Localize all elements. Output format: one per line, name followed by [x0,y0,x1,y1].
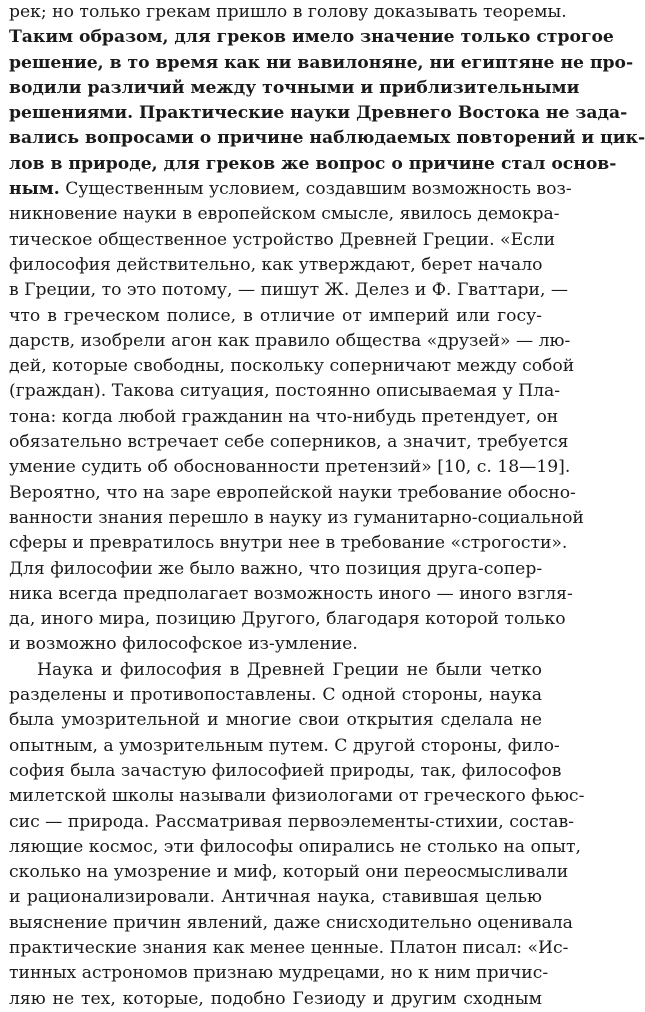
text-line [9,481,576,506]
text-run: ляю не тех, которые, подобно Гезиоду и другим сходным [9,988,542,1009]
text-run: сколько на умозрение и миф, который они переосмысливали [9,862,569,883]
text-run: выяснение причин явлений, даже снисходительно оценивала [9,912,573,933]
text-line [9,607,566,632]
text-run: никновение науки в европейском смысле, явилось демокра- [9,204,560,225]
text-line [9,76,580,101]
text-line [9,228,556,253]
text-line [9,784,585,809]
text-line [9,126,645,151]
text-line [9,430,569,455]
text-run: тона: когда любой гражданин на что-нибудь претендует, он [9,406,559,427]
text-line [9,51,634,76]
text-run: обязательно встречает себе соперников, а значит, требуется [9,432,569,453]
text-line [9,885,542,910]
text-run: философия действительно, как утверждают, берет начало [9,254,543,275]
text-line [9,708,542,733]
text-line [9,25,614,50]
text-run: рек; но только грекам пришло в голову доказывать теоремы. [9,2,567,22]
text-line [9,405,559,430]
text-line [9,936,569,961]
text-line [9,455,571,480]
bold-text-run: решениями. Практические науки Древнего Востока не зада- [9,103,628,124]
bold-text-run: лов в природе, для греков же вопрос о причине стал основ- [9,153,617,174]
text-run: и возможно философское из-умление. [9,634,358,655]
text-line [9,0,567,25]
bold-text-run: вались вопросами о причине наблюдаемых повторений и цик- [9,128,645,149]
text-line [9,658,542,683]
bold-text-run: ным. [9,179,60,200]
bold-text-run: водили различий между точными и приблизительными [9,77,580,98]
text-run: тинных астрономов признаю мудрецами, но к ним причис- [9,963,549,984]
text-run: что в греческом полисе, в отличие от империй или госу- [9,305,542,326]
text-run: дарств, изобрели агон как правило общества «друзей» — лю- [9,330,571,351]
text-run: тическое общественное устройство Древней Греции. «Если [9,229,556,250]
text-line [9,379,561,404]
text-run: сферы и превратилось внутри нее в требование «строгости». [9,533,568,554]
text-run: ляющие космос, эти философы опирались не столько на опыт, [9,836,581,857]
text-line [9,177,572,202]
paragraph-1 [9,0,645,658]
bold-text-run: Таким образом, для греков имело значение только строгое [9,27,614,48]
text-line [9,860,569,885]
text-line [9,152,617,177]
text-line [9,911,573,936]
text-run: Наука и философия в Древней Греции не были четко [37,659,542,680]
text-run: практические знания как менее ценные. Платон писал: «Ис- [9,937,569,958]
text-run: опытным, а умозрительным путем. С другой стороны, фило- [9,735,560,756]
text-line [9,734,560,759]
paragraph-2 [9,658,585,1012]
text-run: сис — природа. Рассматривая первоэлементы-стихии, состав- [9,811,575,832]
text-run: софия была зачастую философией природы, так, философов [9,760,562,781]
text-run: в Греции, то это потому, — пишут Ж. Делез и Ф. Гваттари, — [9,280,569,301]
text-line [9,101,628,126]
text-line [9,278,569,303]
text-line [9,835,581,860]
text-run: да, иного мира, позицию Другого, благодаря которой только [9,609,566,630]
text-line [9,202,560,227]
text-line [9,354,575,379]
text-line [9,253,542,278]
text-run: (граждан). Такова ситуация, постоянно описываемая у Пла- [9,381,561,402]
text-line [9,961,549,986]
text-line [9,683,542,708]
text-run: Существенным условием, создавшим возможность воз- [59,179,572,200]
text-line [9,632,542,657]
text-line [9,557,542,582]
text-run: ванности знания перешло в науку из гуманитарно-социальной [9,507,584,528]
text-run: Для философии же было важно, что позиция друга-сопер- [9,558,543,579]
text-line [9,531,568,556]
text-line [9,582,573,607]
text-run: дей, которые свободны, поскольку соперничают между собой [9,356,575,377]
text-run: разделены и противопоставлены. С одной стороны, наука [9,685,542,706]
text-run: Вероятно, что на заре европейской науки требование обосно- [9,482,576,503]
text-run: ника всегда предполагает возможность иного — иного взгля- [9,583,573,604]
text-line [9,810,575,835]
text-run: умение судить об обоснованности претензий» [10, с. 18—19]. [9,457,571,478]
bold-text-run: решение, в то время как ни вавилоняне, ни египтяне не про- [9,52,634,73]
text-line [9,506,584,531]
text-run: милетской школы называли физиологами от греческого фьюс- [9,786,585,807]
text-line [9,987,542,1012]
text-line [9,304,542,329]
text-line [9,329,571,354]
text-line [9,759,562,784]
text-run: и рационализировали. Античная наука, ставившая целью [9,887,542,908]
text-run: была умозрительной и многие свои открытия сделала не [9,710,542,731]
